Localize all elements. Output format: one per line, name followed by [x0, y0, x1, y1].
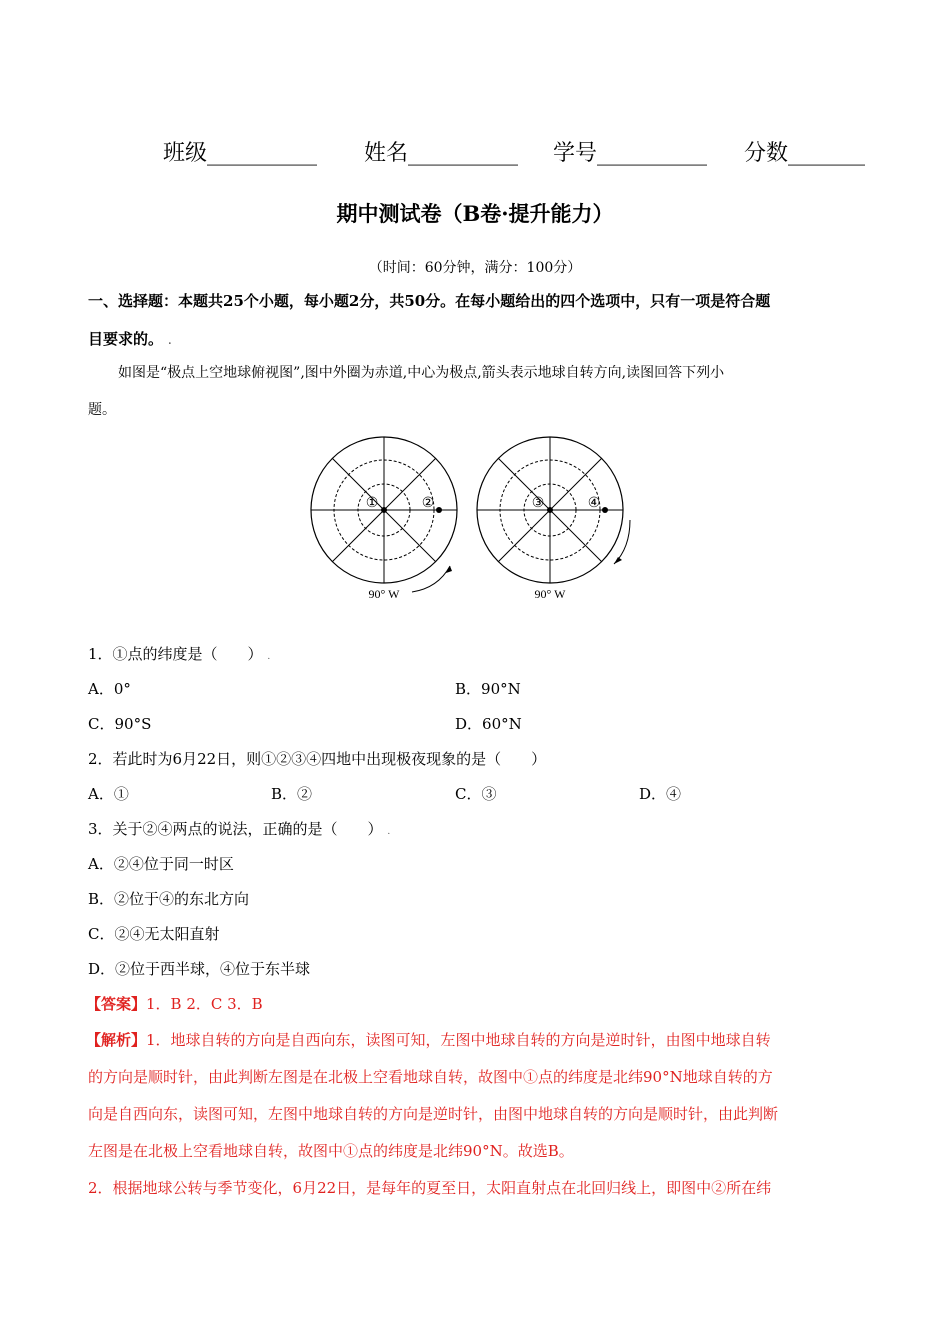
question-3-stem: 3．关于②④两点的说法，正确的是（ ）: [88, 820, 383, 838]
analysis-line4: 左图是在北极上空看地球自转，故图中①点的纬度是北纬90°N。故选B。: [88, 1142, 574, 1160]
q2-option-c[interactable]: C．③: [455, 785, 497, 803]
left-pole-point: [381, 507, 387, 513]
student-id-field[interactable]: 学号__________: [553, 141, 708, 166]
q1-option-d[interactable]: D．60°N: [455, 715, 522, 733]
q2-option-a[interactable]: A．①: [88, 785, 129, 803]
left-label-1: ①: [365, 496, 379, 511]
section-heading-line1: 一、选择题：本题共25个小题，每小题2分，共50分。在每小题给出的四个选项中，只有一项是符合题: [88, 292, 771, 310]
right-pole-point: [547, 507, 553, 513]
q1-option-b[interactable]: B．90°N: [455, 680, 521, 698]
question-1-mark: .: [267, 652, 271, 662]
name-field[interactable]: 姓名__________: [364, 141, 519, 166]
analysis-line1-text: 1．地球自转的方向是自西向东，读图可知，左图中地球自转的方向是逆时针，由图中地球自转: [146, 1031, 771, 1049]
intro-line2: 题。: [88, 402, 116, 418]
class-field[interactable]: 班级__________: [163, 141, 318, 166]
question-2-stem: 2．若此时为6月22日，则①②③④四地中出现极夜现象的是（ ）: [88, 750, 547, 768]
score-field[interactable]: 分数_______: [744, 141, 866, 166]
polar-view-figure: [300, 428, 650, 608]
right-globe: [477, 437, 623, 583]
q3-option-a[interactable]: A．②④位于同一时区: [88, 855, 234, 873]
answer-line: [86, 993, 263, 1014]
analysis-tag: 【解析】: [86, 1031, 147, 1049]
answer-text: 1．B 2．C 3．B: [146, 995, 263, 1013]
page-subtitle: （时间：60分钟，满分：100分）: [368, 260, 582, 276]
q3-option-d[interactable]: D．②位于西半球，④位于东半球: [88, 960, 311, 978]
right-longitude-label: 90° W: [534, 587, 566, 601]
q3-option-b[interactable]: B．②位于④的东北方向: [88, 890, 250, 908]
answer-tag: 【答案】: [86, 995, 147, 1013]
section-heading-line2: [88, 328, 171, 349]
question-3: [88, 818, 390, 839]
right-rotation-arrow: [614, 520, 630, 564]
intro-line1: 如图是“极点上空地球俯视图”,图中外圈为赤道,中心为极点,箭头表示地球自转方向,读图回答下列小: [118, 365, 725, 381]
left-globe: [311, 437, 457, 583]
analysis-line3: 向是自西向东，读图可知，左图中地球自转的方向是逆时针，由图中地球自转的方向是顺时针，由此判断: [88, 1105, 779, 1123]
q3-option-c[interactable]: C．②④无太阳直射: [88, 925, 220, 943]
question-1-stem: 1．①点的纬度是（ ）: [88, 645, 263, 663]
page-title: 期中测试卷（B卷·提升能力）: [336, 201, 614, 226]
q1-option-a[interactable]: A．0°: [88, 680, 131, 698]
analysis-line1: [86, 1029, 771, 1050]
right-label-3: ③: [531, 496, 545, 511]
left-rotation-arrow: [412, 566, 450, 592]
right-arrow-head: [614, 557, 622, 564]
q2-option-d[interactable]: D．④: [639, 785, 682, 803]
left-longitude-label: 90° W: [368, 587, 400, 601]
left-point-2: [436, 507, 442, 513]
section-heading-text: 目要求的。: [88, 330, 164, 348]
left-label-2: ②: [421, 496, 435, 511]
question-3-mark: .: [387, 827, 391, 837]
q1-option-c[interactable]: C．90°S: [88, 715, 152, 733]
q2-option-b[interactable]: B．②: [271, 785, 313, 803]
analysis-line5: 2．根据地球公转与季节变化，6月22日，是每年的夏至日，太阳直射点在北回归线上，即图中②所在纬: [88, 1179, 772, 1197]
analysis-line2: 的方向是顺时针，由此判断左图是在北极上空看地球自转，故图中①点的纬度是北纬90°N地球自转的方: [88, 1068, 773, 1086]
question-1: [88, 643, 270, 664]
right-point-4: [602, 507, 608, 513]
section-mark: .: [168, 337, 172, 347]
right-label-4: ④: [587, 496, 601, 511]
